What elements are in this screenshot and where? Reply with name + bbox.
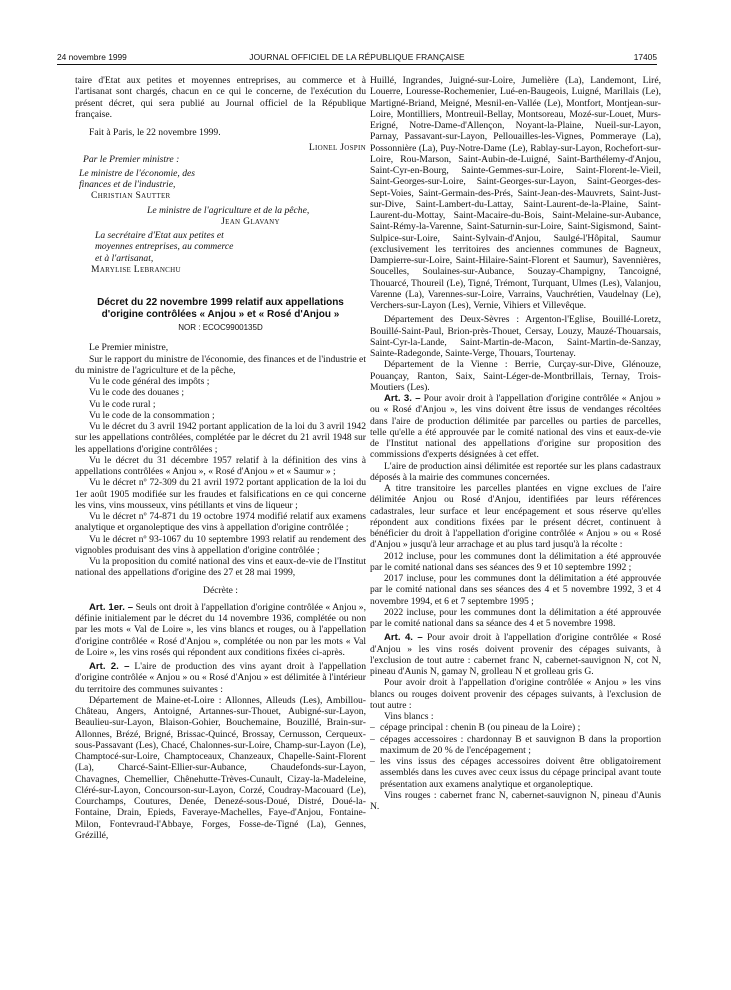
article-1-text: Seuls ont droit à l'appellation d'origine contrôlée « Anjou », définie initialement par le décret du 14 novembre 1936, complétée ou non par les mots « Val de Loire », les vins blancs et rouges, ou à l'appellation d'origine contrôlée « Rosé d'Anjou », complétée ou non par les mots « Val de Loire », les vins rosés qui répondent aux conditions fixées ci-après. [75, 601, 366, 658]
visa-8: Vu le décret nº 74-871 du 19 octobre 1974 modifié relatif aux examens analytique et organoleptique des vins à appellation d'origine contrôlée ; [75, 511, 366, 534]
article-3 [370, 393, 661, 461]
visa-4: Vu le code de la consommation ; [89, 409, 215, 421]
right-column [370, 75, 661, 812]
visa-2: Vu le code des douanes ; [89, 387, 185, 399]
white-wines-heading: Vins blancs : [384, 711, 434, 722]
article-2-label: Art. 2. – [89, 661, 130, 672]
communes-deux-sevres: Département des Deux-Sèvres : Argenton-l'Eglise, Bouillé-Loretz, Bouillé-Saint-Paul, Brion-près-Thouet, Cersay, Louzy, Mauzé-Thouarsais, Saint-Cyr-la-Lande, Saint-Martin-de-Macon, Saint-Martin-de-Sanzay, Sainte-Radegonde, Sainte-Verge, Thouars, Tourtenay. [370, 314, 661, 359]
white-wines-item: – les vins issus des cépages accessoires doivent être obligatoirement assemblés dans les cuves avec ceux issus du cépage principal avant toute présentation aux examens analytique et organoleptique. [370, 756, 661, 790]
visa-5: Vu le décret du 3 avril 1942 portant application de la loi du 3 avril 1942 sur les appellations contrôlées, complétée par le décret du 21 avril 1948 sur les appellations d'origine contrôlées ; [75, 421, 366, 455]
visa-3: Vu le code rural ; [89, 398, 156, 410]
article-3-p6: 2022 incluse, pour les communes dont la délimitation a été approuvée par le comité national dans sa séance des 4 et 5 novembre 1998. [370, 606, 661, 629]
article-3-p4: 2012 incluse, pour les communes dont la délimitation a été approuvée par le comité national dans ses séances des 9 et 10 septembre 1992 ; [370, 550, 661, 573]
decrete-line: Décrète : [203, 584, 238, 596]
header-journal-title: JOURNAL OFFICIEL DE LA RÉPUBLIQUE FRANÇAISE [249, 52, 465, 62]
white-wines-item: – cépages accessoires : chardonnay B et sauvignon B dans la proportion maximum de 20 % de l'encépagement ; [370, 734, 661, 757]
left-column [75, 75, 366, 841]
minister1-name: Christian Sautter [91, 190, 171, 202]
minister3-name: Marylise Lebranchu [91, 263, 181, 275]
article-4-p2: Pour avoir droit à l'appellation d'origine contrôlée « Anjou » les vins blancs ou rouges doivent provenir des cépages suivants, à l'exclusion de tout autre : [370, 677, 661, 711]
visa-6: Vu le décret du 31 décembre 1957 relatif à la définition des vins à appellations contrôlées « Anjou », « Rosé d'Anjou » et « Saumur » ; [75, 454, 366, 477]
article-3-p2: L'aire de production ainsi délimitée est reportée sur les plans cadastraux déposés à la mairie des communes concernées. [370, 460, 661, 483]
decree-p2: Sur le rapport du ministre de l'économie, des finances et de l'industrie et du ministre de l'agriculture et de la pêche, [75, 353, 366, 376]
article-4-label: Art. 4. – [384, 632, 423, 644]
visa-9: Vu le décret nº 93-1067 du 10 septembre 1993 relatif au rendement des vignobles produisant des vins à appellation d'origine contrôlée ; [75, 533, 366, 556]
header-date: 24 novembre 1999 [57, 52, 127, 62]
header-rule [57, 64, 657, 65]
article-4 [370, 632, 661, 677]
intro-paragraph: taire d'Etat aux petites et moyennes entreprises, au commerce et à l'artisanat sont chargés, chacun en ce qui le concerne, de l'exécution du présent décret, qui sera publié au Journal officiel de la République française. [75, 75, 366, 120]
decree-p1: Le Premier ministre, [89, 342, 169, 354]
article-1-label: Art. 1er. – [89, 601, 134, 613]
article-3-text: Pour avoir droit à l'appellation d'origine contrôlée « Anjou » ou « Rosé d'Anjou », les vins doivent être issus de vendanges récoltées dans l'aire de production délimitée par parcelles ou parties de parcelles, telle qu'elle a été approuvée par le comité national des vins et eaux-de-vie de l'Institut national des appellations d'origine sur proposition des commissions d'experts désignées à cet effet. [370, 393, 661, 461]
article-2 [75, 661, 366, 695]
article-3-label: Art. 3. – [384, 393, 421, 404]
minister2-name: Jean Glavany [221, 215, 280, 227]
visa-7: Vu le décret nº 72-309 du 21 avril 1972 portant application de la loi du 1er août 1905 modifiée sur les fraudes et falsifications en ce qui concerne les vins, vins mousseux, vins pétillants et vins de liqueur ; [75, 477, 366, 511]
article-1 [75, 602, 366, 658]
visa-10: Vu la proposition du comité national des vins et eaux-de-vie de l'Institut national des appellations d'origine des 27 et 28 mai 1999, [75, 556, 366, 579]
article-3-p3: A titre transitoire les parcelles plantées en vigne exclues de l'aire délimitée Anjou ou Rosé d'Anjou, identifiées par leurs références cadastrales, leur surface et leur encépagement et sous réserve qu'elles répondent aux conditions fixées par le présent décret, continuent à bénéficier du droit à l'appellation d'origine contrôlée « Anjou » ou « Rosé d'Anjou » jusqu'à leur arrachage et au plus tard jusqu'à la récolte : [370, 483, 661, 551]
page-header [57, 52, 657, 64]
minister1-title: Le ministre de l'économie, des finances et de l'industrie, [79, 167, 195, 190]
pm-by: Par le Premier ministre : [83, 153, 180, 165]
communes-maine-et-loire: Département de Maine-et-Loire : Allonnes, Alleuds (Les), Ambillou-Château, Angers, Antoigné, Artannes-sur-Thouet, Aubigné-sur-Layon, Beaulieu-sur-Layon, Blaison-Gohier, Bouchemaine, Bouzillé, Brain-sur-Allonnes, Brézé, Brigné, Brissac-Quincé, Brossay, Cernusson, Cerqueux-sous-Passavant (Les), Chacé, Chalonnes-sur-Loire, Champ-sur-Layon (Le), Champtocé-sur-Loire, Champtoceaux, Chanzeaux, Chapelle-Saint-Florent (La), Charcé-Saint-Ellier-sur-Aubance, Chaudefonds-sur-Layon, Chavagnes, Chemellier, Chênehutte-Trèves-Cunault, Cizay-la-Madeleine, Cléré-sur-Layon, Concourson-sur-Layon, Corzé, Coudray-Macouard (Le), Courchamps, Coutures, Denée, Denezé-sous-Doué, Distré, Doué-la-Fontaine, Drain, Epieds, Faveraye-Machelles, Faye-d'Anjou, Fontaine-Milon, Fontevraud-l'Abbaye, Forges, Fosse-de-Tigné (La), Gennes, Grézillé, [75, 694, 366, 841]
minister2-title: Le ministre de l'agriculture et de la pêche, [147, 204, 310, 216]
article-3-p5: 2017 incluse, pour les communes dont la délimitation a été approuvée par le comité national dans ses séances des 4 et 5 novembre 1992, 3 et 4 novembre 1994, et 6 et 7 septembre 1995 ; [370, 573, 661, 607]
article-4-text: Pour avoir droit à l'appellation d'origine contrôlée « Rosé d'Anjou » les vins rosés doivent provenir des cépages suivants, à l'exclusion de tout autre : cabernet franc N, cabernet-sauvignon N, cot N, pineau d'Aunis N, gamay N, grolleau N et grolleau gris G. [370, 632, 661, 677]
white-wines-item: – cépage principal : chenin B (ou pineau de la Loire) ; [370, 722, 661, 733]
pm-name: Lionel Jospin [308, 142, 366, 154]
visa-1: Vu le code général des impôts ; [89, 376, 210, 387]
white-wines-list [370, 722, 661, 790]
article-2-text: L'aire de production des vins ayant droit à l'appellation d'origine contrôlée « Anjou » ou « Rosé d'Anjou » est délimitée à l'intérieur du territoire des communes suivantes : [75, 661, 366, 695]
communes-maine-et-loire-cont: Huillé, Ingrandes, Juigné-sur-Loire, Jumelière (La), Landemont, Liré, Louerre, Louresse-Rochemenier, Lué-en-Baugeois, Luigné, Marillais (Le), Martigné-Briand, Meigné, Mesnil-en-Vallée (Le), Montfort, Montjean-sur-Loire, Montilliers, Montreuil-Bellay, Montsoreau, Mozé-sur-Louet, Murs-Erigné, Notre-Dame-d'Allençon, Noyant-la-Plaine, Nueil-sur-Layon, Parnay, Passavant-sur-Layon, Pellouailles-les-Vignes, Pommeraye (La), Possonnière (La), Puy-Notre-Dame (Le), Rablay-sur-Layon, Rochefort-sur-Loire, Rou-Marson, Saint-Aubin-de-Luigné, Saint-Barthélemy-d'Anjou, Saint-Cyr-en-Bourg, Sainte-Gemmes-sur-Loire, Saint-Florent-le-Vieil, Saint-Georges-sur-Loire, Saint-Georges-sur-Layon, Saint-Georges-des-Sept-Voies, Saint-Germain-des-Prés, Saint-Jean-des-Mauvrets, Saint-Just-sur-Dive, Saint-Lambert-du-Lattay, Saint-Laurent-de-la-Plaine, Saint-Laurent-du-Mottay, Saint-Macaire-du-Bois, Saint-Melaine-sur-Aubance, Saint-Rémy-la-Varenne, Saint-Saturnin-sur-Loire, Saint-Sigismond, Saint-Sulpice-sur-Loire, Saint-Sylvain-d'Anjou, Saulgé-l'Hôpital, Saumur (exclusivement les territoires des anciennes communes de Bagneux, Dampierre-sur-Loire, Saint-Hilaire-Saint-Florent et Saumur), Savennières, Soucelles, Soulaines-sur-Aubance, Souzay-Champigny, Tancoigné, Thouarcé, Thoureil (Le), Tigné, Trémont, Turquant, Ulmes (Les), Valanjou, Varenne (La), Varennes-sur-Loire, Varrains, Vauchrétien, Vaudelnay (Le), Verchers-sur-Layon (Les), Vernie, Vihiers et Villevêque. [370, 75, 661, 311]
signature-date: Fait à Paris, le 22 novembre 1999. [89, 127, 221, 138]
decree-title: Décret du 22 novembre 1999 relatif aux appellations d'origine contrôlées « Anjou » et « Rosé d'Anjou » [97, 297, 344, 320]
nor-reference: NOR : ECOC9900135D [178, 323, 263, 332]
red-wines: Vins rouges : cabernet franc N, cabernet-sauvignon N, pineau d'Aunis N. [370, 789, 661, 812]
minister3-title: La secrétaire d'Etat aux petites et moyennes entreprises, au commerce et à l'artisanat, [95, 230, 234, 264]
communes-vienne: Département de la Vienne : Berrie, Curçay-sur-Dive, Glénouze, Pouançay, Ranton, Saix, Saint-Léger-de-Montbrillais, Ternay, Trois-Moutiers (Les). [370, 359, 661, 393]
header-page-number: 17405 [633, 52, 657, 62]
